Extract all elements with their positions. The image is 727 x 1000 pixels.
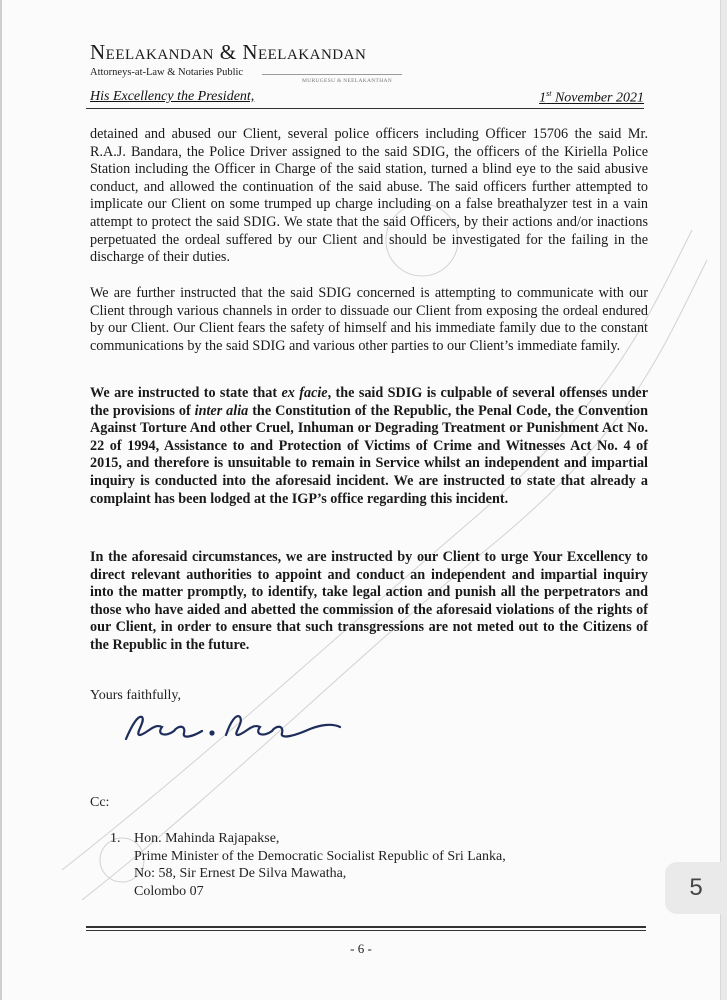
page-indicator-badge: 5 (665, 862, 727, 914)
cc-item (110, 830, 506, 848)
cc-item-number: 1. (110, 831, 121, 846)
letterhead-divider (262, 74, 402, 75)
paragraph-3 (90, 385, 648, 508)
addressee: His Excellency the President, (90, 89, 255, 104)
paragraph-3-part: the Constitution of the Republic, the Penal Code, the Convention Against Torture And other Cruel, Inhuman or Degrading Treatment or Punishment Act No. 22 of 1994, Assistance to and Protection of Victims of Crime and Witnesses Act No. 4 of 2015, and therefore is unsuitable to remain in Service whilst an independent and impartial inquiry is conducted into the aforesaid incident. We are instructed to state that already a complaint has been lodged at the IGP’s office regarding this incident. (90, 402, 648, 507)
cc-line: Colombo 07 (134, 883, 204, 899)
date-day: 1 (539, 90, 547, 106)
footer-rule-thin (86, 930, 646, 931)
paragraph-3-part: We are instructed to state that (90, 385, 282, 401)
paragraph-3-italic: ex facie (281, 385, 328, 401)
handwritten-signature (120, 705, 360, 755)
cc-list (110, 830, 506, 900)
date-rest: November 2021 (551, 90, 644, 106)
header-rule (86, 108, 644, 109)
cc-line: No: 58, Sir Ernest De Silva Mawatha, (134, 866, 347, 881)
cc-line: Hon. Mahinda Rajapakse, (134, 831, 280, 846)
date-suffix: st (546, 89, 552, 98)
footer-rule (86, 926, 646, 928)
paragraph-3-part: , the said SDIG is culpable of several offenses under the provisions of (90, 385, 648, 419)
letter-date (539, 89, 644, 107)
paragraph-3-italic: inter alia (194, 402, 249, 419)
firm-name: Neelakandan & Neelakandan (90, 40, 367, 64)
paragraph-4: In the aforesaid circumstances, we are instructed by our Client to urge Your Excellency to direct relevant authorities to appoint and conduct an independent and impartial inquiry into the matter promptly, to identify, take legal action and punish all the perpetrators and those who have aided and abetted the commission of the aforesaid violations of the rights of our Client, in order to ensure that such transgressions are not meted out to the Citizens of the Republic in the future. (90, 549, 648, 653)
closing-salutation: Yours faithfully, (90, 688, 182, 703)
page-number: - 6 - (350, 941, 372, 956)
cc-line: Prime Minister of the Democratic Socialist Republic of Sri Lanka, (134, 848, 506, 864)
firm-subtitle: Attorneys-at-Law & Notaries Public (90, 67, 244, 78)
firm-partners: MURUGESU & NEELAKANTHAN (302, 78, 393, 84)
cc-label: Cc: (90, 795, 110, 810)
paragraph-1: detained and abused our Client, several police officers including Officer 15706 the said Mr. R.A.J. Bandara, the Police Driver assigned to the said SDIG, the officers of the Kiriella Police Station including the Officer in Charge of the said station, turned a blind eye to the said abusive conduct, and allowed the continuation of the said abuse. The said officers further attempted to implicate our Client on some trumped up charge including on a false breathalyzer test in a vain attempt to protect the said SDIG. We state that the said Officers, by their actions and/or inactions perpetuated the ordeal suffered by our Client and should be investigated for the failing in the discharge of their duties. (90, 126, 648, 266)
paragraph-2: We are further instructed that the said SDIG concerned is attempting to communicate with our Client through various channels in order to dissuade our Client from exposing the ordeal endured by our Client. Our Client fears the safety of himself and his immediate family due to the constant communications by the said SDIG and various other parties to our Client’s immediate family. (90, 285, 648, 354)
